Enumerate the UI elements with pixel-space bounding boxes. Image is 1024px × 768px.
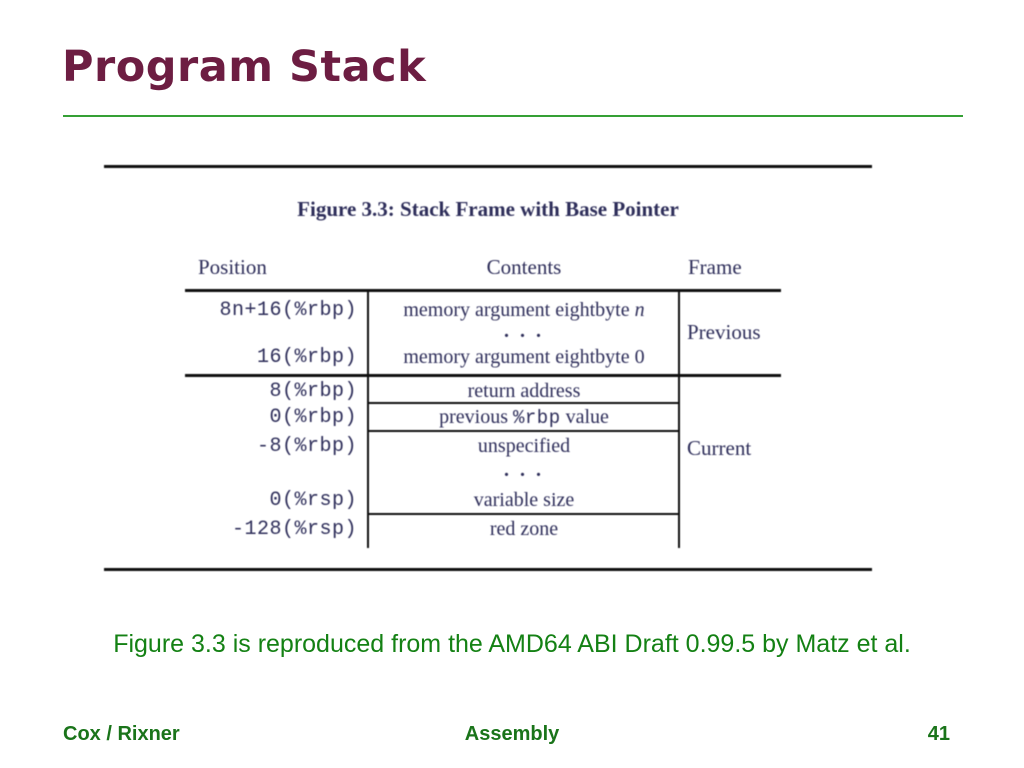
footer-authors: Cox / Rixner (63, 723, 180, 745)
table-cell-ellipsis: . . . (504, 459, 544, 481)
figure-bottom-rule (104, 568, 872, 571)
table-cell-contents: memory argument eightbyte 0 (403, 346, 645, 368)
table-vline-left (367, 291, 369, 548)
rule-below-prev-rbp (369, 430, 678, 432)
table-section-rule (185, 374, 781, 377)
table-vline-right (678, 291, 680, 548)
figure-attribution: Figure 3.3 is reproduced from the AMD64 ABI Draft 0.99.5 by Matz et al. (113, 630, 911, 658)
table-cell-position: 0(%rsp) (269, 489, 357, 512)
slide-footer (0, 723, 1024, 753)
contents-text: memory argument eightbyte (403, 299, 635, 321)
table-cell-contents (370, 299, 678, 322)
footer-section: Assembly (464, 723, 560, 745)
frame-label-current: Current (687, 436, 752, 460)
column-header-position: Position (198, 255, 267, 279)
contents-register-rbp: %rbp (512, 407, 561, 429)
contents-variable-n: n (634, 299, 645, 321)
table-cell-position: 0(%rbp) (269, 406, 357, 429)
table-cell-position: 16(%rbp) (256, 346, 357, 369)
table-cell-contents: variable size (473, 489, 575, 511)
table-cell-ellipsis: . . . (504, 320, 544, 342)
table-cell-position: -8(%rbp) (256, 435, 357, 458)
table-cell-position: -128(%rsp) (231, 518, 357, 541)
table-cell-contents (370, 406, 678, 429)
table-cell-contents: return address (467, 380, 581, 402)
column-header-contents: Contents (486, 255, 562, 279)
rule-below-variable-size (369, 513, 678, 515)
frame-label-previous: Previous (687, 320, 761, 344)
table-cell-position: 8(%rbp) (269, 380, 357, 403)
table-cell-contents: unspecified (477, 435, 571, 457)
table-header-rule (185, 289, 781, 292)
contents-text: previous (439, 406, 513, 428)
table-cell-position: 8n+16(%rbp) (219, 299, 357, 322)
page-title: Program Stack (62, 42, 427, 92)
table-cell-contents: red zone (489, 518, 559, 540)
figure-top-rule (104, 165, 872, 168)
footer-page-number: 41 (927, 723, 950, 745)
contents-text: value (560, 406, 609, 428)
figure-title: Figure 3.3: Stack Frame with Base Pointer (297, 197, 679, 221)
column-header-frame: Frame (688, 255, 742, 279)
